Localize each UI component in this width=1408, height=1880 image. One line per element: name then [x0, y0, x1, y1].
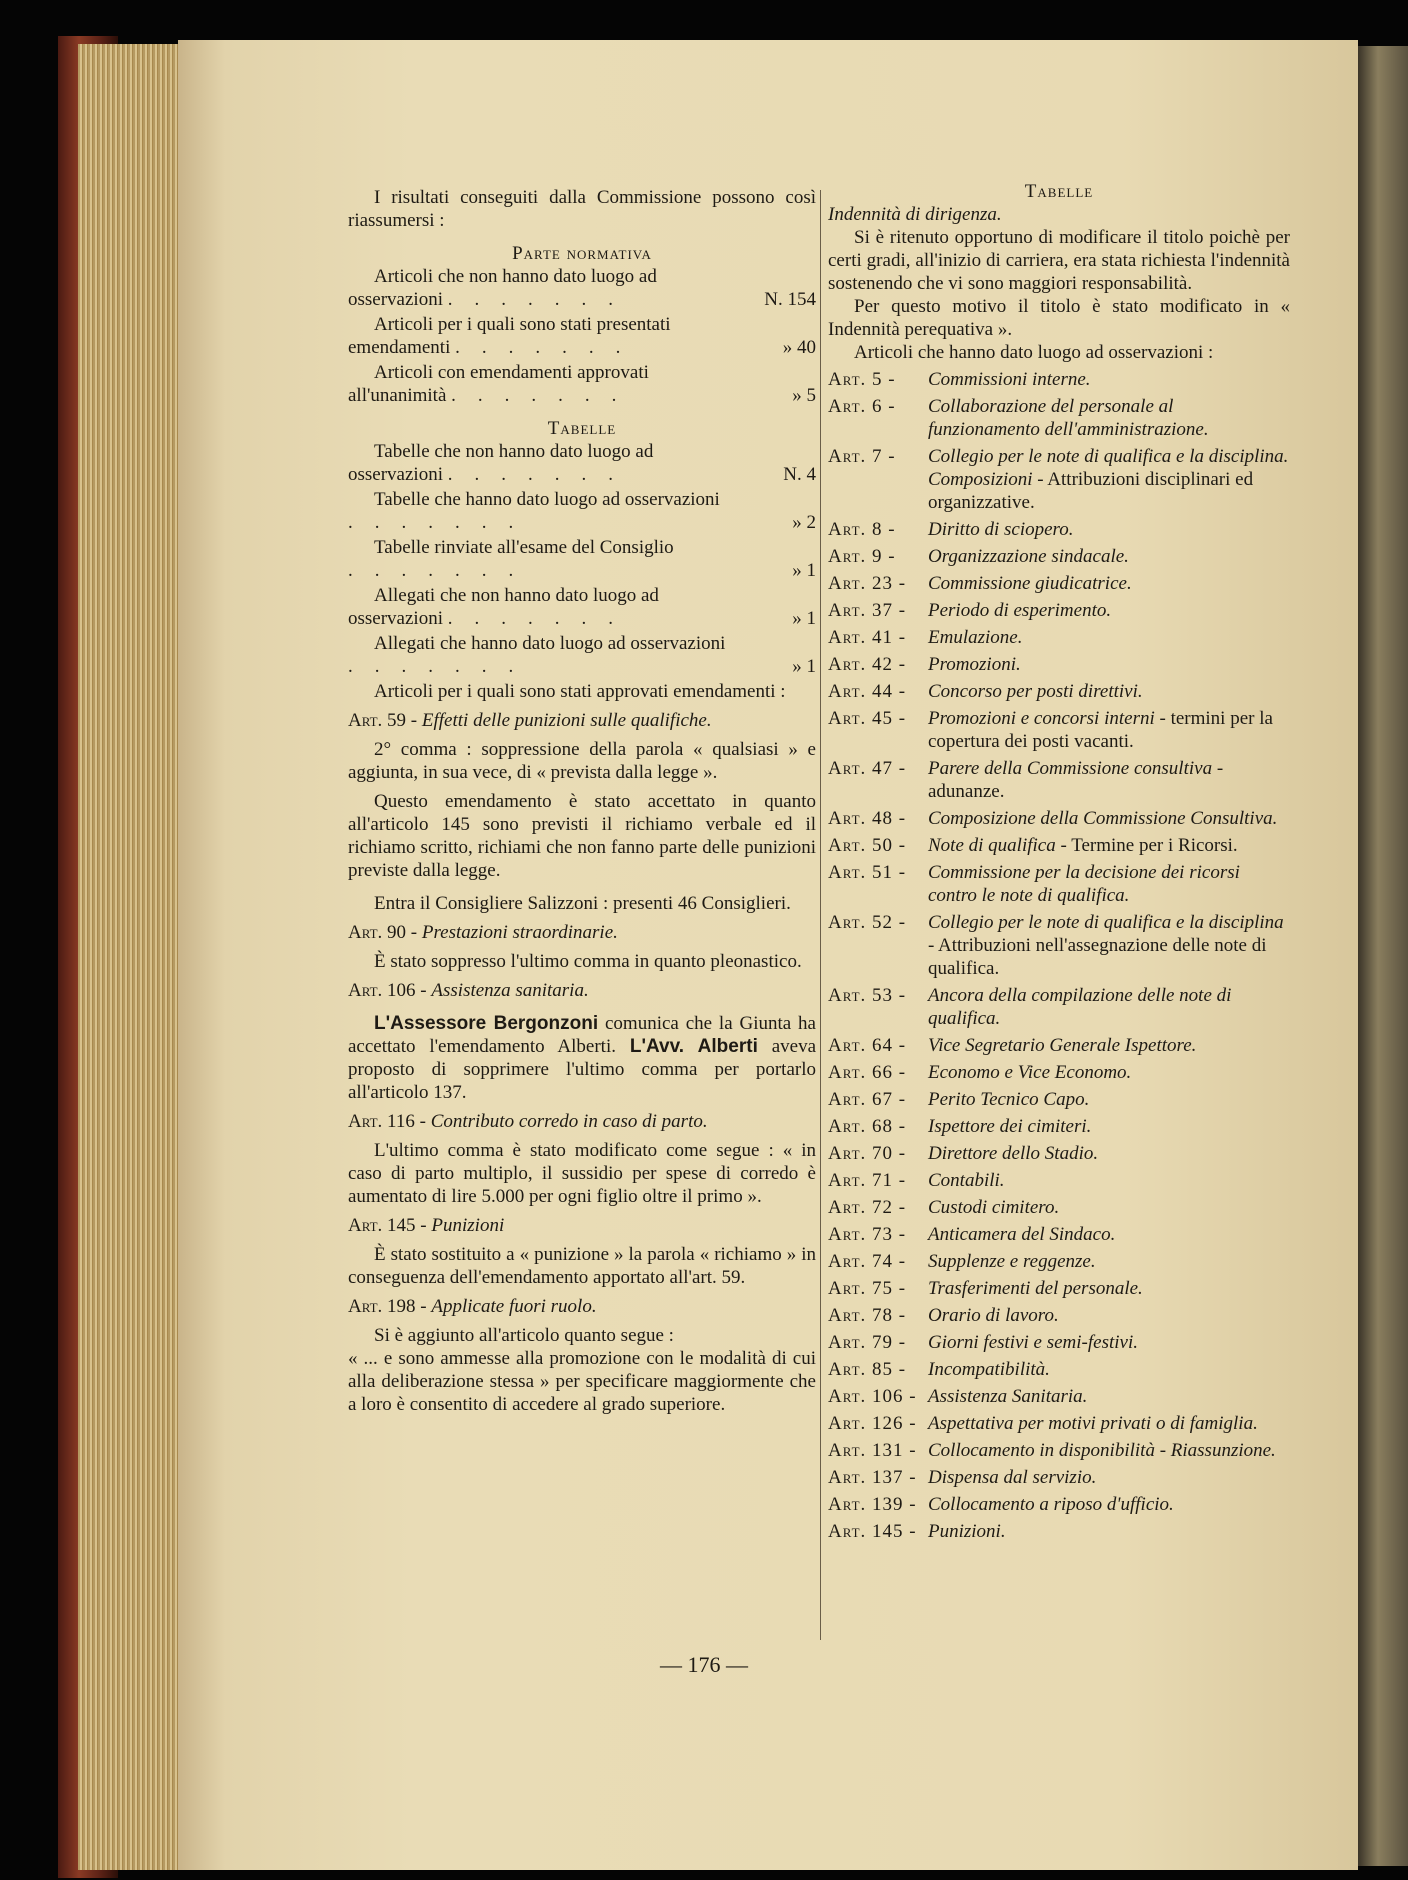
stat-label: Tabelle rinviate all'esame del Consiglio — [374, 537, 674, 558]
article-title: Promozioni e concorsi interni - termini per la copertura dei posti vacanti. — [928, 708, 1273, 752]
article-row — [828, 1358, 1290, 1381]
stat-value: » 1 — [792, 608, 816, 629]
right-paragraph-3: Articoli che hanno dato luogo ad osservazioni : — [854, 342, 1214, 363]
article-title: Aspettativa per motivi privati o di famiglia. — [928, 1413, 1258, 1434]
article-title: Anticamera del Sindaco. — [928, 1224, 1116, 1245]
article-title: Assistenza Sanitaria. — [928, 1386, 1088, 1407]
article-number: Art. 145 - — [828, 1521, 917, 1542]
tabelle-heading-left: Tabelle — [547, 418, 617, 439]
article-number: Art. 23 - — [828, 573, 907, 594]
art198-paragraph-2: « ... e sono ammesse alla promozione con le modalità di cui alla deliberazione stessa » per specificare maggiormente che a loro è consentito di accedere al grado superiore. — [348, 1348, 816, 1415]
article-number: Art. 137 - — [828, 1467, 917, 1488]
article-number: Art. 6 - — [828, 396, 896, 417]
articles-list — [828, 368, 1290, 1543]
article-row — [828, 807, 1290, 830]
article-number: Art. 67 - — [828, 1089, 907, 1110]
article-row — [828, 911, 1290, 980]
art59-heading: Art. 59 - Effetti delle punizioni sulle qualifiche. — [348, 710, 712, 731]
stat-label: Tabelle che hanno dato luogo ad osservazioni — [374, 489, 720, 510]
right-column — [828, 180, 1290, 1547]
article-title: Concorso per posti direttivi. — [928, 681, 1143, 702]
art90-paragraph: È stato soppresso l'ultimo comma in quanto pleonastico. — [374, 951, 802, 972]
article-row — [828, 653, 1290, 676]
article-title: Promozioni. — [928, 654, 1021, 675]
art145-heading: Art. 145 - Punizioni — [348, 1215, 505, 1236]
article-row — [828, 834, 1290, 857]
article-title: Collegio per le note di qualifica e la disciplina - Attribuzioni nell'assegnazione delle note di qualifica. — [928, 912, 1284, 979]
stat-value: N. 4 — [783, 464, 816, 485]
article-number: Art. 8 - — [828, 519, 896, 540]
article-row — [828, 1439, 1290, 1462]
article-row — [828, 1277, 1290, 1300]
article-number: Art. 79 - — [828, 1332, 907, 1353]
page-number: — 176 — — [660, 1652, 748, 1677]
page-edges — [78, 44, 188, 1870]
article-title: Incompatibilità. — [928, 1359, 1050, 1380]
article-number: Art. 106 - — [828, 1386, 917, 1407]
article-row — [828, 1331, 1290, 1354]
article-row — [828, 599, 1290, 622]
article-title: Commissioni interne. — [928, 369, 1091, 390]
article-title: Collocamento a riposo d'ufficio. — [928, 1494, 1174, 1515]
approvati-intro: Articoli per i quali sono stati approvati emendamenti : — [374, 681, 786, 702]
parte-normativa-heading: Parte normativa — [512, 243, 652, 264]
entra-consigliere: Entra il Consigliere Salizzoni : presenti 46 Consiglieri. — [374, 893, 791, 914]
article-title: Punizioni. — [928, 1521, 1006, 1542]
article-title: Collaborazione del personale al funzionamento dell'amministrazione. — [928, 396, 1209, 440]
article-row — [828, 1385, 1290, 1408]
article-row — [828, 518, 1290, 541]
article-number: Art. 51 - — [828, 862, 907, 883]
tabelle-heading-right: Tabelle — [1024, 181, 1094, 202]
article-number: Art. 64 - — [828, 1035, 907, 1056]
article-row — [828, 1250, 1290, 1273]
article-title: Giorni festivi e semi-festivi. — [928, 1332, 1139, 1353]
article-number: Art. 50 - — [828, 835, 907, 856]
art198-heading: Art. 198 - Applicate fuori ruolo. — [348, 1296, 597, 1317]
article-title: Commissione per la decisione dei ricorsi contro le note di qualifica. — [928, 862, 1240, 906]
article-row — [828, 445, 1290, 514]
article-row — [828, 1196, 1290, 1219]
facing-page-edge — [1358, 46, 1408, 1866]
art59-paragraph-2: Questo emendamento è stato accettato in quanto all'articolo 145 sono previsti il richiamo verbale ed il richiamo scritto, richiami che non fanno parte delle punizioni previste dalla legge. — [348, 791, 816, 881]
art145-paragraph: È stato sostituito a « punizione » la parola « richiamo » in conseguenza dell'emendamento apportato all'art. 59. — [348, 1244, 816, 1288]
stat-label: Allegati che non hanno dato luogo ad osservazioni — [348, 585, 659, 629]
article-row — [828, 1412, 1290, 1435]
article-row — [828, 1142, 1290, 1165]
article-number: Art. 45 - — [828, 708, 907, 729]
article-title: Parere della Commissione consultiva - adunanze. — [928, 758, 1224, 802]
article-title: Composizione della Commissione Consultiva. — [928, 808, 1278, 829]
article-number: Art. 72 - — [828, 1197, 907, 1218]
article-title: Supplenze e reggenze. — [928, 1251, 1096, 1272]
art116-heading: Art. 116 - Contributo corredo in caso di parto. — [348, 1111, 708, 1132]
article-row — [828, 707, 1290, 753]
article-number: Art. 37 - — [828, 600, 907, 621]
column-divider — [820, 190, 821, 1640]
article-row — [828, 368, 1290, 391]
stat-label: Allegati che hanno dato luogo ad osservazioni — [374, 633, 726, 654]
stat-row: Tabelle rinviate all'esame del Consiglio ....... » 1 — [348, 537, 816, 581]
article-row — [828, 572, 1290, 595]
article-title: Note di qualifica - Termine per i Ricorsi. — [928, 835, 1238, 856]
stat-row: Articoli per i quali sono stati presentati emendamenti ....... » 40 — [348, 314, 816, 358]
stat-row: Tabelle che non hanno dato luogo ad osservazioni ....... N. 4 — [348, 441, 816, 485]
article-title: Contabili. — [928, 1170, 1005, 1191]
article-row — [828, 1520, 1290, 1543]
indennita-subheading: Indennità di dirigenza. — [828, 204, 1002, 225]
stat-value: » 40 — [782, 337, 816, 358]
article-title: Orario di lavoro. — [928, 1305, 1059, 1326]
article-number: Art. 53 - — [828, 985, 907, 1006]
right-paragraph-1: Si è ritenuto opportuno di modificare il titolo poichè per certi gradi, all'inizio di carriera, era stata richiesta l'indennità sostenendo che vi sono maggiori responsabilità. — [828, 227, 1290, 294]
article-number: Art. 47 - — [828, 758, 907, 779]
article-number: Art. 42 - — [828, 654, 907, 675]
article-row — [828, 1466, 1290, 1489]
stat-value: » 1 — [792, 656, 816, 677]
art90-heading: Art. 90 - Prestazioni straordinarie. — [348, 922, 618, 943]
article-row — [828, 680, 1290, 703]
stat-value: » 5 — [792, 385, 816, 406]
stat-row: Articoli con emendamenti approvati all'unanimità ....... » 5 — [348, 362, 816, 406]
stat-value: » 1 — [792, 560, 816, 581]
article-title: Organizzazione sindacale. — [928, 546, 1129, 567]
article-row — [828, 984, 1290, 1030]
article-title: Commissione giudicatrice. — [928, 573, 1132, 594]
article-number: Art. 78 - — [828, 1305, 907, 1326]
article-number: Art. 85 - — [828, 1359, 907, 1380]
article-row — [828, 1034, 1290, 1057]
article-number: Art. 52 - — [828, 912, 907, 933]
article-title: Periodo di esperimento. — [928, 600, 1112, 621]
stat-value: » 2 — [792, 512, 816, 533]
article-title: Custodi cimitero. — [928, 1197, 1060, 1218]
stat-row: Articoli che non hanno dato luogo ad osservazioni ....... N. 154 — [348, 266, 816, 310]
stat-label: Articoli con emendamenti approvati all'unanimità — [348, 362, 649, 406]
article-number: Art. 44 - — [828, 681, 907, 702]
article-number: Art. 74 - — [828, 1251, 907, 1272]
article-title: Collocamento in disponibilità - Riassunzione. — [928, 1440, 1276, 1461]
article-row — [828, 1169, 1290, 1192]
art59-paragraph-1: 2° comma : soppressione della parola « qualsiasi » e aggiunta, in sua vece, di « prevista dalla legge ». — [348, 739, 816, 783]
article-row — [828, 861, 1290, 907]
article-title: Emulazione. — [928, 627, 1023, 648]
intro-text: I risultati conseguiti dalla Commissione possono così riassumersi : — [348, 187, 816, 231]
stat-row: Tabelle che hanno dato luogo ad osservazioni ....... » 2 — [348, 489, 816, 533]
article-number: Art. 70 - — [828, 1143, 907, 1164]
article-row — [828, 626, 1290, 649]
art116-paragraph: L'ultimo comma è stato modificato come segue : « in caso di parto multiplo, il sussidio per spese di corredo è aumentato di lire 5.000 per ogni figlio oltre il primo ». — [348, 1140, 816, 1207]
article-title: Perito Tecnico Capo. — [928, 1089, 1090, 1110]
article-row — [828, 1061, 1290, 1084]
art198-paragraph-1: Si è aggiunto all'articolo quanto segue : — [374, 1325, 674, 1346]
stat-value: N. 154 — [764, 289, 816, 310]
article-number: Art. 126 - — [828, 1413, 917, 1434]
article-row — [828, 1115, 1290, 1138]
article-title: Vice Segretario Generale Ispettore. — [928, 1035, 1197, 1056]
article-title: Diritto di sciopero. — [928, 519, 1074, 540]
article-row — [828, 1088, 1290, 1111]
article-number: Art. 66 - — [828, 1062, 907, 1083]
article-title: Ispettore dei cimiteri. — [928, 1116, 1092, 1137]
stat-label: Articoli per i quali sono stati presentati emendamenti — [348, 314, 671, 358]
article-number: Art. 73 - — [828, 1224, 907, 1245]
article-number: Art. 7 - — [828, 446, 896, 467]
article-number: Art. 71 - — [828, 1170, 907, 1191]
stat-label: Tabelle che non hanno dato luogo ad osservazioni — [348, 441, 654, 485]
article-number: Art. 139 - — [828, 1494, 917, 1515]
article-title: Direttore dello Stadio. — [928, 1143, 1099, 1164]
article-title: Collegio per le note di qualifica e la disciplina. Composizioni - Attribuzioni disciplinari ed organizzative. — [928, 446, 1289, 513]
tabelle-list — [348, 440, 816, 678]
article-row — [828, 545, 1290, 568]
parte-normativa-list — [348, 265, 816, 407]
stat-row: Allegati che non hanno dato luogo ad osservazioni ....... » 1 — [348, 585, 816, 629]
article-row — [828, 1304, 1290, 1327]
article-number: Art. 9 - — [828, 546, 896, 567]
article-row — [828, 1493, 1290, 1516]
stat-row: Allegati che hanno dato luogo ad osservazioni ....... » 1 — [348, 633, 816, 677]
article-number: Art. 5 - — [828, 369, 896, 390]
bergonzoni-paragraph: L'Assessore Bergonzoni comunica che la Giunta ha accettato l'emendamento Alberti. L'Avv. Alberti aveva proposto di sopprimere l'ultimo comma per portarlo all'articolo 137. — [348, 1013, 817, 1103]
article-number: Art. 131 - — [828, 1440, 917, 1461]
article-number: Art. 68 - — [828, 1116, 907, 1137]
art106-heading: Art. 106 - Assistenza sanitaria. — [348, 980, 589, 1001]
article-number: Art. 48 - — [828, 808, 907, 829]
article-number: Art. 75 - — [828, 1278, 907, 1299]
stat-label: Articoli che non hanno dato luogo ad osservazioni — [348, 266, 657, 310]
article-number: Art. 41 - — [828, 627, 907, 648]
right-paragraph-2: Per questo motivo il titolo è stato modificato in « Indennità perequativa ». — [828, 296, 1290, 340]
left-column — [348, 186, 816, 1416]
article-row — [828, 1223, 1290, 1246]
article-title: Dispensa dal servizio. — [928, 1467, 1097, 1488]
article-title: Trasferimenti del personale. — [928, 1278, 1143, 1299]
article-row — [828, 757, 1290, 803]
article-title: Ancora della compilazione delle note di qualifica. — [928, 985, 1232, 1029]
article-row — [828, 395, 1290, 441]
article-title: Economo e Vice Economo. — [928, 1062, 1132, 1083]
